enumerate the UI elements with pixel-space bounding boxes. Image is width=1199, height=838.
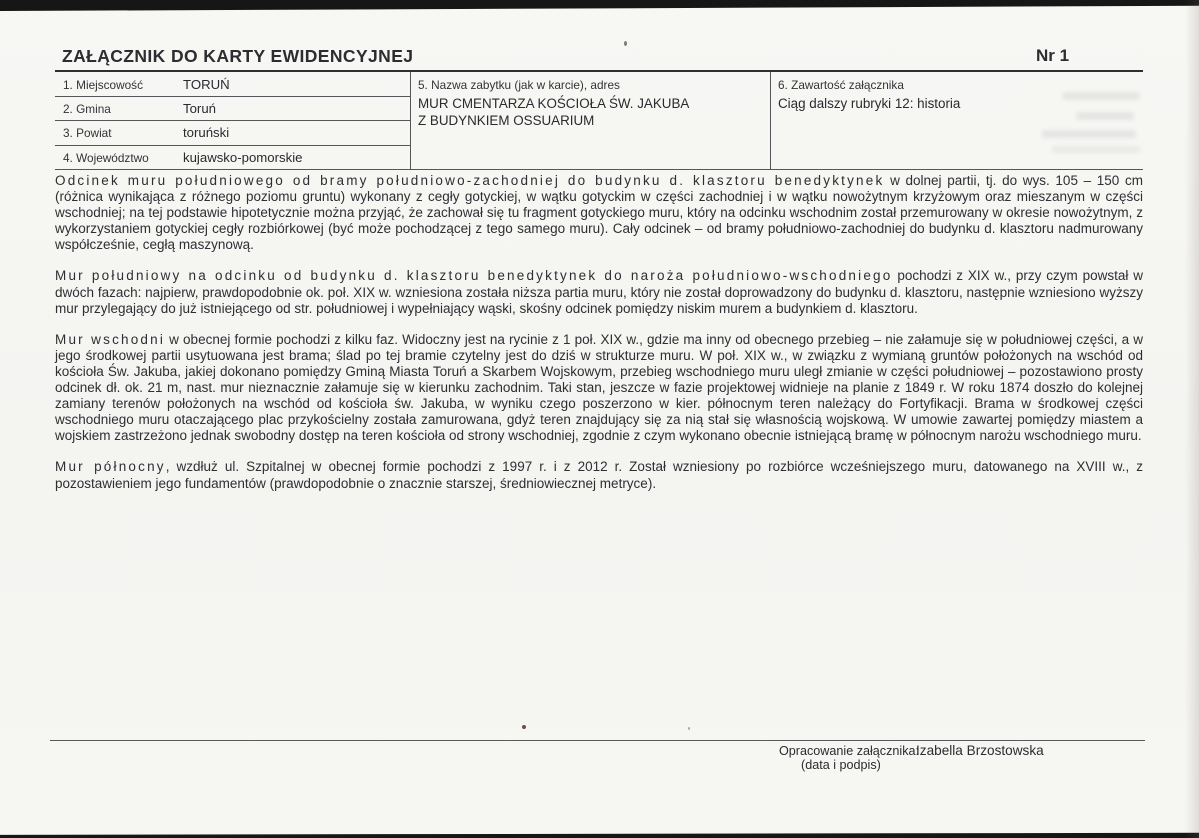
- paragraph-lead: Odcinek muru południowego od bramy południowo-zachodniej do budynku d. klasztoru benedyktynek: [55, 173, 885, 188]
- monument-name-line2: Z BUDYNKIEM OSSUARIUM: [418, 113, 595, 128]
- ink-bleed-ghost: [1076, 112, 1134, 120]
- ink-bleed-ghost: [1062, 92, 1140, 100]
- attachment-contents-value: Ciąg dalszy rubryki 12: historia: [778, 96, 961, 111]
- paragraph-body: , wzdłuż ul. Szpitalnej w obecnej formie pochodzi z 1997 r. i z 2012 r. Został wzniesiony po rozbiórce wcześniejszego muru, datowanego na XVIII w., z pozostawieniem jego fundamentów (prawdopodobnie o znacznie starszej, średniowiecznej metryce).: [55, 459, 1143, 491]
- footer-author-name: Izabella Brzostowska: [916, 743, 1044, 758]
- footer-rule: [50, 740, 1145, 741]
- field-value: TORUŃ: [183, 77, 230, 92]
- paragraph-lead: Mur południowy na odcinku od budynku d. klasztoru benedyktynek do naroża południowo-wschodniego: [55, 268, 893, 284]
- history-paragraph-east-wall: [55, 332, 1143, 445]
- history-paragraph-north-wall: [55, 459, 1143, 491]
- attachment-contents-label: 6. Zawartość załącznika: [778, 78, 904, 92]
- table-bottom-border: [55, 169, 1143, 170]
- scan-speck: [624, 41, 627, 46]
- history-paragraph-south-wall-west: [55, 173, 1143, 253]
- paragraph-body: pochodzi z XIX w., przy czym powstał w dwóch fazach: najpierw, prawdopodobnie ok. poł. XIX w. wzniesiona została niższa partia muru, który nie został doprowadzony do budynku d. klasztoru, następnie wzniesiono wyższy mur przylegający do już istniejącego od str. południowej i wypełniający wąski, skośny odcinek pomiędzy niskim murem a budynkiem d. klasztoru.: [55, 268, 1143, 316]
- field-label: 1. Miejscowość: [63, 78, 143, 92]
- history-paragraph-south-wall-east: [55, 268, 1143, 316]
- scan-right-edge-shadow: [1185, 0, 1199, 838]
- field-row-powiat: [55, 120, 410, 144]
- table-vertical-divider-2: [770, 72, 771, 169]
- field-value: toruński: [183, 125, 230, 140]
- scan-speck: [522, 725, 526, 729]
- scan-speck: [688, 727, 690, 730]
- table-vertical-divider-1: [410, 72, 411, 169]
- paragraph-lead: Mur północny: [55, 459, 166, 475]
- field-row-miejscowosc: [55, 72, 410, 96]
- field-row-wojewodztwo: [55, 145, 410, 169]
- paragraph-body: w obecnej formie pochodzi z kilku faz. Widoczny jest na rycinie z 1 poł. XIX w., gdzie ma inny od obecnego przebieg – nie załamuje się w południowej części, a w jego środkowej partii usytuowana jest brama; ślad po tej bramie czytelny jest do dziś w strukturze muru. W poł. XIX w., w związku z wymianą gruntów położonych na wschód od kościoła Św. Jakuba, jakiej dokonano pomiędzy Gminą Miasta Toruń a Skarbem Wojskowym, przebieg wschodniego muru uległ zmianie w części południowej – pozostawiono prosty odcinek dł. ok. 21 m, nast. mur nieznacznie załamuje się w kierunku zachodnim. Taki stan, jeszcze w fazie projektowej widnieje na planie z 1849 r. W roku 1874 doszło do kolejnej zamiany terenów położonych na wschód od kościoła św. Jakuba, w wyniku czego poszerzono w kier. północnym teren należący do Fortyfikacji. Brama w środkowej części wschodniego muru otaczającego plac przykościelny została zamurowana, gdyż teren znajdujący się za nią stał się własnością wojskową. W umowie zawartej pomiędzy miastem a wojskiem zastrzeżono jednak swobodny dostęp na teren kościoła od strony wschodniej, zgodnie z czym wykonano obecnie istniejącą bramę w północnym narożu wschodniego muru.: [55, 331, 1143, 444]
- paragraph-body: w dolnej partii, tj. do wys. 105 – 150 cm (różnica wynikająca z różnego poziomu gruntu) wykonany z cegły gotyckiej, w wątku gotyckim w części zachodniej i w wątku nowożytnym krzyżowym oraz mieszanym w części wschodniej; na tej podstawie hipotetycznie można przyjąć, że zachował się tu fragment gotyckiego muru, który na odcinku wschodnim został przemurowany w okresie nowożytnym, z wykorzystaniem gotyckiej cegły rozbiórkowej (być może pochodzącej z tego samego muru). Cały odcinek – od bramy południowo-zachodniej do budynku d. klasztoru nadmurowany współcześnie, cegłą maszynową.: [55, 173, 1143, 253]
- ink-bleed-ghost: [1052, 146, 1140, 153]
- paragraph-lead: Mur wschodni: [55, 331, 166, 347]
- field-row-gmina: [55, 96, 410, 120]
- monument-name-line1: MUR CMENTARZA KOŚCIOŁA ŚW. JAKUBA: [418, 96, 690, 111]
- history-text-block: [55, 173, 1143, 507]
- monument-name-label: 5. Nazwa zabytku (jak w karcie), adres: [418, 78, 620, 92]
- attachment-number: Nr 1: [1036, 46, 1070, 65]
- footer-prepared-label: Opracowanie załącznika:: [779, 744, 920, 758]
- field-value: Toruń: [183, 101, 216, 116]
- footer-signature-hint: (data i podpis): [801, 758, 881, 772]
- ink-bleed-ghost: [1042, 130, 1136, 138]
- scanner-top-edge: [0, 0, 1199, 11]
- page-title: ZAŁĄCZNIK DO KARTY EWIDENCYJNEJ: [62, 46, 414, 66]
- field-label: 2. Gmina: [63, 102, 111, 116]
- scanner-bottom-edge: [0, 831, 1199, 838]
- field-label: 4. Województwo: [63, 151, 149, 165]
- field-label: 3. Powiat: [63, 126, 112, 140]
- field-value: kujawsko-pomorskie: [183, 150, 303, 165]
